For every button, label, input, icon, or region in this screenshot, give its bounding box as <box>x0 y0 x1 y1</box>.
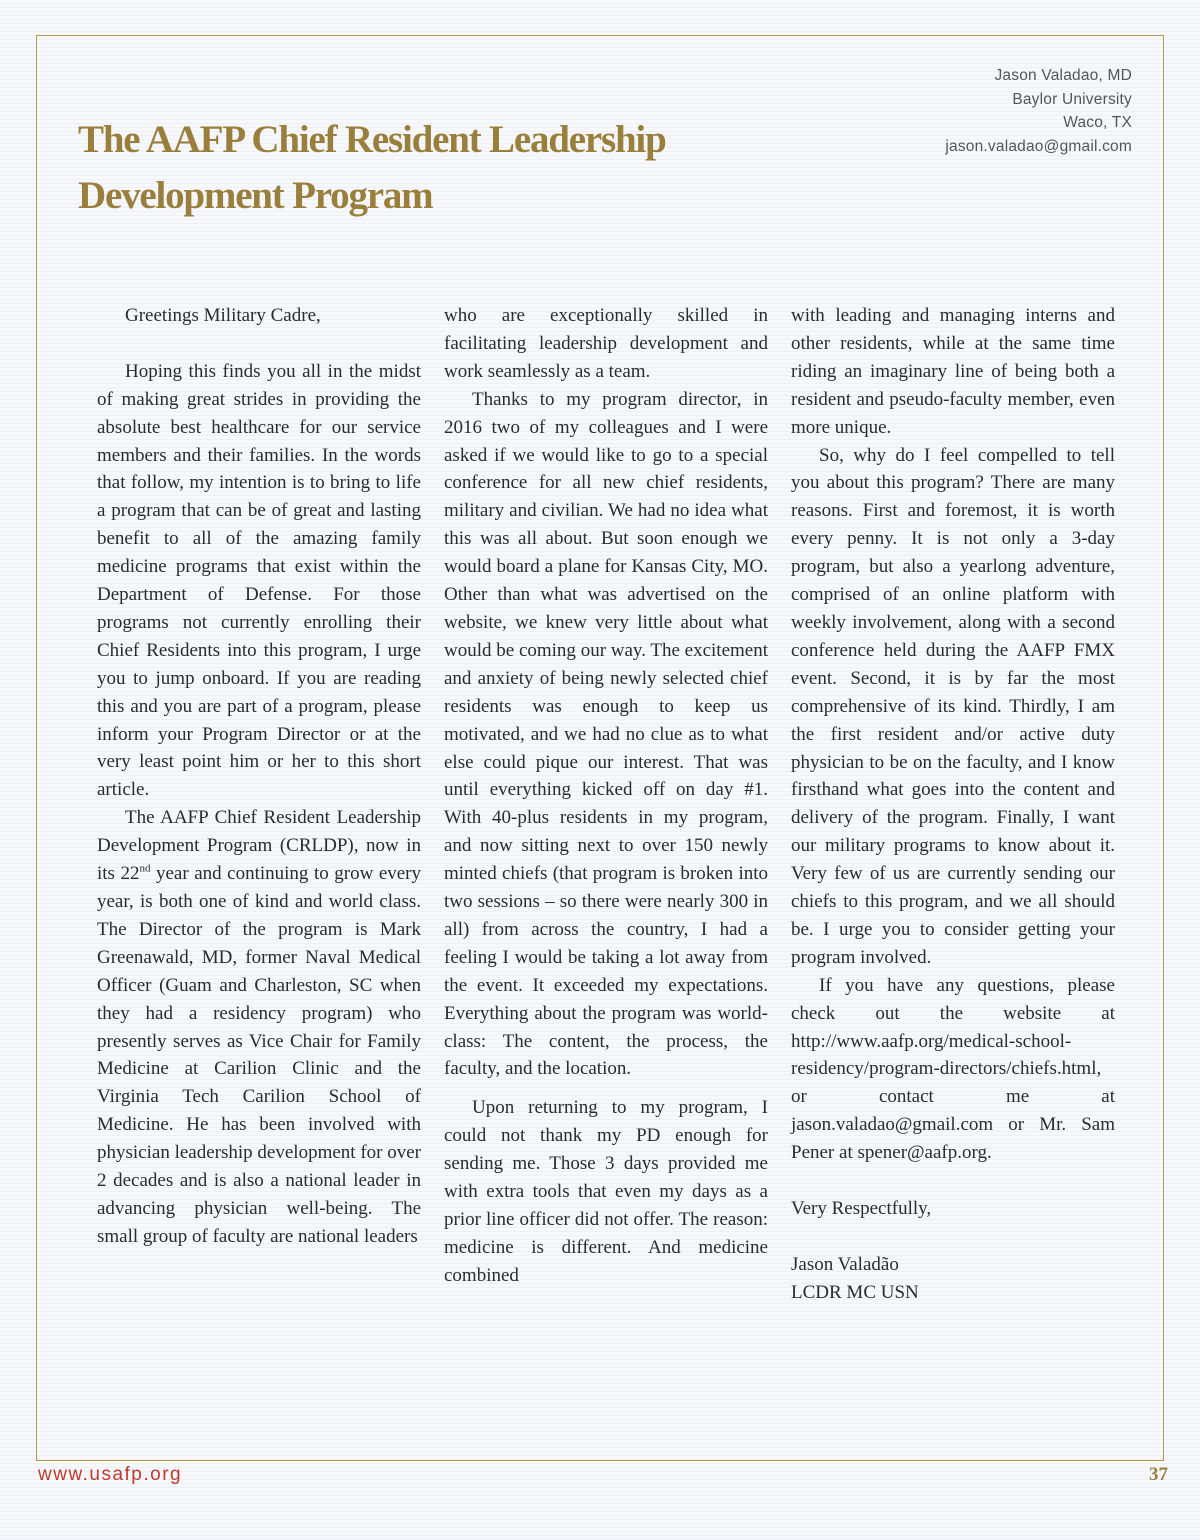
page-number: 37 <box>1149 1464 1168 1485</box>
column-1 <box>97 302 421 1251</box>
article-title: The AAFP Chief Resident Leadership Development Program <box>78 118 666 217</box>
paragraph: with leading and managing interns and other residents, while at the same time riding an imaginary line of being both a resident and pseudo-faculty member, even more unique. <box>791 305 1115 438</box>
paragraph: If you have any questions, please check out the website at http://www.aafp.org/medical-school-residency/program-directors/chiefs.html, or contact me at jason.valadao@gmail.com or Mr. Sam Pener at spener@aafp.org. <box>791 974 1115 1164</box>
author-info <box>945 64 1132 158</box>
signature <box>791 1251 1115 1307</box>
author-name: Jason Valadao, MD <box>994 67 1132 84</box>
paragraph: Upon returning to my program, I could not thank my PD enough for sending me. Those 3 days provided me with extra tools that even my days as a prior line officer did not offer. The reason: medicine is different. And medicine combined <box>444 1097 768 1286</box>
author-location: Waco, TX <box>1063 114 1132 131</box>
closing: Very Respectfully, <box>791 1197 932 1219</box>
footer-website-link[interactable]: www.usafp.org <box>38 1464 183 1485</box>
paragraph-text: The AAFP Chief Resident Leadership Development Program (CRLDP), now in its 22 <box>97 807 421 885</box>
author-institution: Baylor University <box>1012 90 1132 108</box>
author-email: jason.valadao@gmail.com <box>945 137 1132 155</box>
salutation: Greetings Military Cadre, <box>125 305 321 326</box>
paragraph <box>97 804 421 1251</box>
column-2 <box>444 302 768 1290</box>
signature-rank: LCDR MC USN <box>791 1281 919 1303</box>
paragraph: Thanks to my program director, in 2016 two of my colleagues and I were asked if we would like to go to a special conference for all new chief residents, military and civilian. We had no idea what this was all about. But soon enough we would board a plane for Kansas City, MO. Other than what was advertised on the website, we knew very little about what would be coming our way. The excitement and anxiety of being newly selected chief residents was enough to keep us motivated, and we had no clue as to what else could pique our interest. That was until everything kicked off on day #1. With 40-plus residents in my program, and now sitting next to over 150 newly minted chiefs (that program is broken into two sessions – so there were nearly 300 in all) from across the country, I had a feeling I would be taking a lot away from the event. It exceeded my expectations. Everything about the program was world-class: The content, the process, the faculty, and the location. <box>444 388 768 1080</box>
paragraph: who are exceptionally skilled in facilitating leadership development and work seamlessly as a team. <box>444 305 768 382</box>
paragraph: Hoping this finds you all in the midst of making great strides in providing the absolute best healthcare for our service members and their families. In the words that follow, my intention is to bring to life a program that can be of great and lasting benefit to all of the amazing family medicine programs that exist within the Department of Defense. For those programs not currently enrolling their Chief Residents into this program, I urge you to jump onboard. If you are reading this and you are part of a program, please inform your Program Director or at the very least point him or her to this short article. <box>97 360 421 801</box>
paragraph: So, why do I feel compelled to tell you about this program? There are many reasons. First and foremost, it is worth every penny. It is not only a 3-day program, but also a yearlong adventure, comprised of an online platform with weekly involvement, along with a second conference held during the AAFP FMX event. Second, it is by far the most comprehensive of its kind. Thirdly, I am the first resident and/or active duty physician to be on the faculty, and I know firsthand what goes into the content and delivery of the program. Finally, I want our military programs to know about it. Very few of us are currently sending our chiefs to this program, and we all should be. I urge you to consider getting your program involved. <box>791 444 1115 968</box>
column-3 <box>791 302 1115 1307</box>
signature-name: Jason Valadão <box>791 1253 899 1275</box>
paragraph-text: year and continuing to grow every year, is both one of kind and world class. The Director of the program is Mark Greenawald, MD, former Naval Medical Officer (Guam and Charleston, SC when they had a residency program) who presently serves as Vice Chair for Family Medicine at Carilion Clinic and the Virginia Tech Carilion School of Medicine. He has been involved with physician leadership development for over 2 decades and is also a national leader in advancing physician well-being. The small group of faculty are national leaders <box>97 863 422 1247</box>
superscript: nd <box>139 862 151 875</box>
